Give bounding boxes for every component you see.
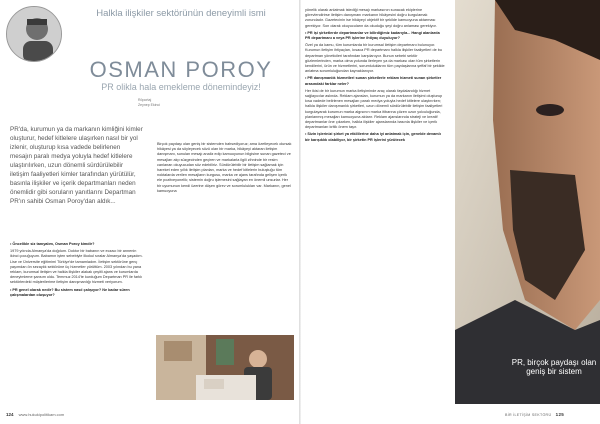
question-paragraph: • Sizin işlerinizi şirket ya etkililerine daha iyi anlatmak için, genelde devamlı bir karışıklık olabiliyor, bir şirketin PR işlerini yürütecek [305,132,441,142]
body-column-right [305,8,445,145]
footer-left [6,412,64,417]
body-column-middle [157,142,293,196]
author-portrait-photo [6,6,62,62]
body-column-left [10,242,144,300]
article-subtitle: PR olikla hala emekleme dönemindeyiz! [101,82,261,92]
question-paragraph: • PR işi şirketlerde departmanlar ve bilirdiğimiz kadarıyla... Hangi alanlarda PR departmanı a veya PR işlerine ihtiyaç duyuluyor? [305,30,440,41]
office-scene-photo [156,335,294,400]
article-kicker: Halkla ilişkiler sektörünün deneyimli ismi [96,8,266,19]
question-paragraph: • PR danışmanlık hizmetleri sunan şirketlerle reklam hizmeti sunan şirketler arasındaki farklar neler? [305,76,442,86]
byline-name: Zeynep Ekinci [138,103,160,107]
answer-paragraph: 1979 yılında Almanya'da doğdum. Doktor bir babanın ve eczacı bir annenin ikinci çocuğuyum. Babamın işten sebebiyle ilkokul sıralar Almanya'da yaşadım. Lise ve Üniversite eğitimimi Türkiye'de tamamladım. İletişim sektörüne genç yaşımdan ön sezaylık sektörüne üç hizmetler yürüttüm. 2003 yılından bu yana reklam, kurumsal iletişim ve halkla ilişkiler alakak çeşitli ajans ve kurumlarda deneyimleme şansım oldu. Temmuz 2014'te kurduğum Departman PR ile farklı sektörlerdeki müşterilerime iletişim danışmanlığı hizmeti veriyorum. [10,249,143,285]
answer-paragraph: Birçok paydaşı olan geniş bir sistemden bahsediyoruz; ama özetleyecek olursak hikâyesi ya da söyleyecek sözü olan bir marka, hikâyeyi aktaran iletişim danışmanı, sunulan mesajı analiz edip kamuoyunun bilgisine sunan gazeteci ve mesajları alıp süzgecinden geçiren ve markalarla ilgili zihninde bir resim canlanan okuyucudan söz edebiliriz. Sürdürülebilir bir iletişim sağlamak için hareket eden yıllık iletişim planları, marka ve hedef kitlelerin buluştuğu tüm noktalarda verilen mesajların kurgusu, marka ve ajans tarafında gelişen içerik ele pozitveyonelik; sistemin doğru işlemesini sağlayan en önemli unsurlar. Her bir uyumunun kendi üzerine düşen görev ve sorumlulukları var. Markanın, genel kamuoyuna [157,142,292,193]
page-number-right: 125 [555,412,565,417]
interviewee-profile-photo [455,0,600,404]
lead-paragraph: PR'da, kurumun ya da markanın kimliğini kimler oluşturur, hedef kitlelere ulaşırken nasıl bir yol izlenir, oluşturup kısa vadede belirlenen mesajın paralı medya yoluyla hedef kitlelere ulaştırılırken, uzun dönemli sürdürülebilir iletişim faaliyetleri kimler tarafından yürütülür, basınla ilişkiler ve içerik departmanları neden önemlidir gibi soruların yanıtlarını Departman PR'ın sahibi Osman Poroy'dan aldık... [10,126,143,206]
question-paragraph: • Öncelikle siz tanıyalım, Osman Poroy kimdir? [10,242,95,246]
answer-paragraph: Özel ya da kamu, tüm kurumlarda bir kurumsal iletişim departmanı bulunuyor. Kurumun iletişim ihtiyaçları, kısaca PR departmanı halkla ilişkiler faaliyetleri de bu departman yöneticileri tarafından karşılanıyor. Bunun sebebi sektör gözlemlerinden, marka olma yolunda ilerleyen ya da markası olan tüm şirketlerin kendilerini, ürün ve hizmetlerini, sorumluluklarını tüm paydaşlarına şeffaf bir şekilde anlatma sorumluluğundan kaynaklanıyor. [305,43,445,74]
byline [138,98,160,108]
interviewee-name-headline: OSMAN POROY [89,57,273,82]
byline-role: Röportaj [138,98,152,102]
footer-right [505,412,564,417]
answer-paragraph: yönelik olarak anlatmak istediği mesajı markasının sunacak ekiplerine görevlendirirse iletişim danışmanı markanın hikâyesini doğru kurgulamak zorundadır. Gazetecinin ise hikâyeyi objektif bir şekilde kamuoyuna aktarması gerekiyor. Son olarak okuyucuların da okuduğu şeyi doğru anlaması gerekiyor. [305,8,437,28]
page-gutter [299,0,301,424]
page-number-left: 124 [6,412,14,417]
photo-caption: PR, birçok paydaşı olan geniş bir sistem [511,358,597,376]
answer-paragraph: Her ikisi de bir kurumun marka iletişiminde araç olarak faydalandığı hizmet sağlayıcılar aslında. Reklam ajansları, kurumun ya da markanın iletişimi oluşturup kısa vadede belirlenen mesajları paralı medya yoluyla hedef kitlelere ulaştırırken; halkla ilişkiler danışmanlık şirketleri, uzun dönemli sürdürülebilir iletişim faaliyetleri kurgulayarak kurumun marka algısının marka itibarına çözen uzun yolculuğunda, planlanmış mesajları kamuoyuna aktarır. Reklam ajanslarında strateji ve kreatif departmanlar öne çıkarken, halkla ilişkiler ajanslarında basınla ilişkiler ve içerik departmanları kritik önem taşır. [305,88,443,130]
footer-label: BİR İLETİŞİM SEKTÖRÜ [505,413,552,417]
footer-website: www.hukukipolitikam.com [18,412,65,417]
question-paragraph: • PR genel olarak nedir? Bu sistem nasıl çalışıyor? Ne kadar süren çalışmalardan oluşuyor? [10,287,130,297]
